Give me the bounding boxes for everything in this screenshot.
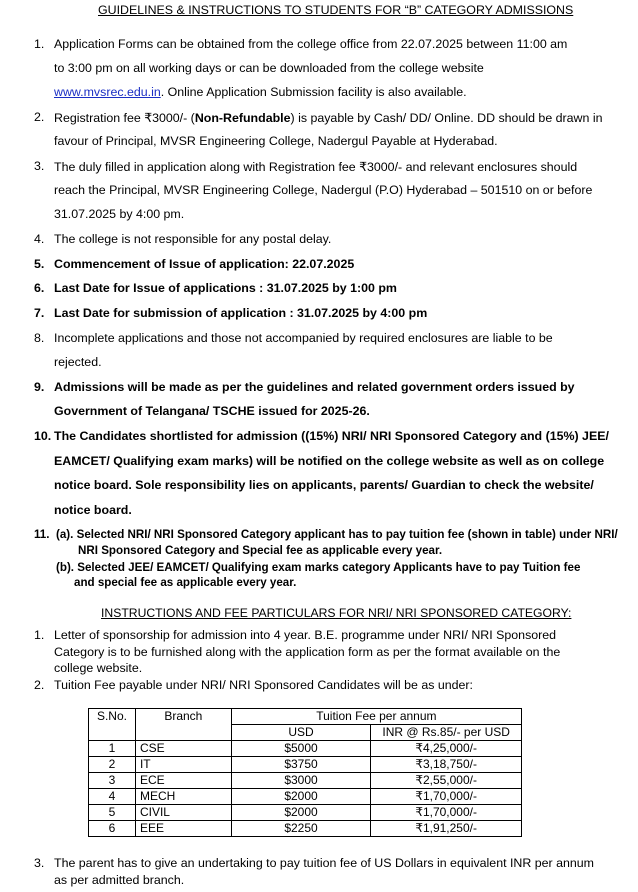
nri-item-text: Letter of sponsorship for admission into 4 year. B.E. programme under NRI/ NRI Sponsored xyxy=(54,628,557,642)
item-text: Government of Telangana/ TSCHE issued for 2025-26. xyxy=(54,404,370,418)
item-number: 10. xyxy=(34,429,52,443)
item-text xyxy=(54,85,467,99)
item-text: rejected. xyxy=(54,355,102,369)
item-text: NRI Sponsored Category and Special fee as applicable every year. xyxy=(78,544,443,557)
cell-usd: $2000 xyxy=(231,805,371,821)
item-text: favour of Principal, MVSR Engineering College, Nadergul Payable at Hyderabad. xyxy=(54,134,498,148)
item-number: 8. xyxy=(34,331,45,345)
cell-sno: 6 xyxy=(89,821,136,837)
table-row xyxy=(89,757,522,773)
header-tuition-fee: Tuition Fee per annum xyxy=(231,709,521,725)
item-text: to 3:00 pm on all working days or can be downloaded from the college website xyxy=(54,61,484,75)
cell-usd: $5000 xyxy=(231,741,371,757)
nri-item-text: Category is to be furnished along with the application form as per the format available on the xyxy=(54,645,561,659)
item-text: (a). Selected NRI/ NRI Sponsored Category applicant has to pay tuition fee (shown in table) under NRI/ xyxy=(56,528,618,541)
item-number: 11. xyxy=(34,528,50,541)
item-text: The college is not responsible for any postal delay. xyxy=(54,232,332,246)
college-website-link[interactable]: www.mvsrec.edu.in xyxy=(54,85,161,99)
cell-sno: 5 xyxy=(89,805,136,821)
cell-branch: ECE xyxy=(135,773,231,789)
header-branch: Branch xyxy=(135,709,231,741)
cell-sno: 4 xyxy=(89,789,136,805)
table-row xyxy=(89,741,522,757)
item-text: Application Forms can be obtained from the college office from 22.07.2025 between 11:00 am xyxy=(54,37,568,51)
item-text: Last Date for Issue of applications : 31.07.2025 by 1:00 pm xyxy=(54,281,397,295)
item-number: 9. xyxy=(34,380,45,394)
cell-inr: ₹1,91,250/- xyxy=(371,821,522,837)
nri-item-text: college website. xyxy=(54,661,143,675)
header-usd: USD xyxy=(231,725,371,741)
cell-inr: ₹2,55,000/- xyxy=(371,773,522,789)
item-text: Admissions will be made as per the guidelines and related government orders issued by xyxy=(54,380,575,394)
page-title: GUIDELINES & INSTRUCTIONS TO STUDENTS FOR “B” CATEGORY ADMISSIONS xyxy=(98,3,574,17)
table-row xyxy=(89,773,522,789)
cell-branch: CSE xyxy=(135,741,231,757)
cell-usd: $2250 xyxy=(231,821,371,837)
cell-usd: $3750 xyxy=(231,757,371,773)
non-refundable-label: Non-Refundable xyxy=(194,111,291,125)
item-number: 7. xyxy=(34,306,45,320)
nri-section-heading: INSTRUCTIONS AND FEE PARTICULARS FOR NRI/ NRI SPONSORED CATEGORY: xyxy=(101,606,572,620)
cell-branch: MECH xyxy=(135,789,231,805)
cell-inr: ₹4,25,000/- xyxy=(371,741,522,757)
item-text: 31.07.2025 by 4:00 pm. xyxy=(54,207,185,221)
tuition-fee-table xyxy=(88,708,522,837)
item-number: 2. xyxy=(34,110,45,124)
item-text: The Candidates shortlisted for admission ((15%) NRI/ NRI Sponsored Category and (15%) JEE/ xyxy=(54,429,609,443)
item-number: 4. xyxy=(34,232,45,246)
table-row xyxy=(89,821,522,837)
header-sno: S.No. xyxy=(89,709,136,741)
item-text-tail: . Online Application Submission facility is also available. xyxy=(160,85,467,99)
item-text: reach the Principal, MVSR Engineering College, Nadergul (P.O) Hyderabad – 501510 on or before xyxy=(54,183,593,197)
cell-branch: EEE xyxy=(135,821,231,837)
cell-sno: 1 xyxy=(89,741,136,757)
item-text: EAMCET/ Qualifying exam marks) will be notified on the college website as well as on college xyxy=(54,454,605,468)
item-text-part: Registration fee ₹3000/- ( xyxy=(54,111,195,125)
item-text: (b). Selected JEE/ EAMCET/ Qualifying exam marks category Applicants have to pay Tuition fee xyxy=(56,561,581,574)
nri-item-number: 1. xyxy=(34,628,45,642)
cell-branch: IT xyxy=(135,757,231,773)
item-text-part: ) is payable by Cash/ DD/ Online. DD should be drawn in xyxy=(290,111,603,125)
item-text: notice board. Sole responsibility lies on applicants, parents/ Guardian to check the website/ xyxy=(54,478,594,492)
item-text: The duly filled in application along with Registration fee ₹3000/- and relevant enclosures should xyxy=(54,160,578,174)
header-inr: INR @ Rs.85/- per USD xyxy=(371,725,522,741)
cell-sno: 3 xyxy=(89,773,136,789)
cell-inr: ₹1,70,000/- xyxy=(371,805,522,821)
table-row xyxy=(89,805,522,821)
item-number: 5. xyxy=(34,257,45,271)
item-text: notice board. xyxy=(54,503,132,517)
table-header-row xyxy=(89,709,522,725)
cell-sno: 2 xyxy=(89,757,136,773)
item-text xyxy=(54,110,602,125)
nri-item-number: 3. xyxy=(34,856,45,870)
nri-item-text: as per admitted branch. xyxy=(54,873,185,887)
cell-inr: ₹3,18,750/- xyxy=(371,757,522,773)
item-text: Last Date for submission of application : 31.07.2025 by 4:00 pm xyxy=(54,306,428,320)
nri-item-text: The parent has to give an undertaking to pay tuition fee of US Dollars in equivalent INR per annum xyxy=(54,856,594,870)
nri-item-text: Tuition Fee payable under NRI/ NRI Sponsored Candidates will be as under: xyxy=(54,678,473,692)
item-text: and special fee as applicable every year. xyxy=(74,576,297,589)
item-number: 6. xyxy=(34,281,45,295)
item-number: 3. xyxy=(34,159,45,173)
table-row xyxy=(89,789,522,805)
nri-item-number: 2. xyxy=(34,678,45,692)
cell-usd: $2000 xyxy=(231,789,371,805)
cell-inr: ₹1,70,000/- xyxy=(371,789,522,805)
item-number: 1. xyxy=(34,37,45,51)
cell-branch: CIVIL xyxy=(135,805,231,821)
cell-usd: $3000 xyxy=(231,773,371,789)
item-text: Commencement of Issue of application: 22.07.2025 xyxy=(54,257,355,271)
item-text: Incomplete applications and those not accompanied by required enclosures are liable to be xyxy=(54,331,553,345)
